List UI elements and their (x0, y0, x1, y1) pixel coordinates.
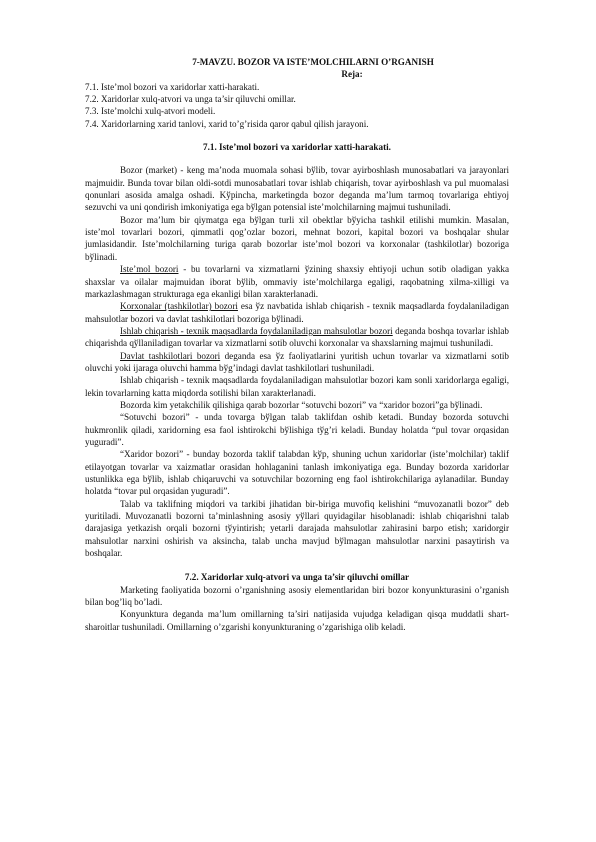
definition-text: deganda esa ўz faoliyatlarini yuritish uchun tovarlar va xizmatlarni sotib oluvchi yoki ijaraga oluvchi hamma bўg’indagi davlat tashkilotlari tushuniladi. (85, 350, 509, 373)
plan-label: Reja: (341, 69, 363, 80)
section-heading: 7.2. Xaridorlar xulq-atvori va unga ta’sir qiluvchi omillar (184, 572, 410, 583)
paragraph (85, 263, 509, 300)
paragraph: “Sotuvchi bozori” - unda tovarga bўlgan talab taklifdan oshib ketadi. Bunday bozorda sotuvchi hukmronlik qiladi, xaridorning esa faol ishtirokchi bўlishiga tўg’ri keladi. Bunday holatda “pul tovar orqasidan yuguradi”. (85, 412, 509, 447)
document-page (85, 56, 509, 633)
paragraph (85, 300, 509, 325)
plan-item: 7.1. Iste’mol bozori va xaridorlar xatti-harakati. (85, 81, 260, 92)
paragraph: Bozor (market) - keng ma’noda muomala sohasi bўlib, tovar ayirboshlash munosabatlari va jarayonlari majmuidir. Bunda tovar bilan oldi-sotdi munosabatlari tovar ishlab chiqarish, tovar ayirboshlash va pul muomalasi qonunlari asosida amalga oshadi. Kўpincha, marketingda bozor deganda ma’lum tarmoq tovarlariga ehtiyoj sezuvchi va uni qondirish imkoniyatiga ega bўlgan potensial iste’molchilarning majmui tushuniladi. (85, 165, 509, 213)
definition-text: deganda boshqa tovarlar ishlab chiqarishda qўllaniladigan tovarlar va xizmatlarni sotib oluvchi korxonalar va shaxslarning majmui tushuniladi. (85, 325, 509, 349)
paragraph: Marketing faoliyatida bozorni o’rganishning asosiy elementlaridan biri bozor konyunkturasini o’rganish bilan bog’liq bo’ladi. (85, 584, 509, 608)
plan-item: 7.3. Iste’molchi xulq-atvori modeli. (85, 106, 216, 117)
paragraph: “Xaridor bozori” - bunday bozorda taklif talabdan kўp, shuning uchun xaridorlar (iste’molchilar) taklif etilayotgan tovarlar va xaizmatlar orasidan hohlaganini tanlash imkoniyatiga ega. Bunday bozorda xaridorlar ustunlikka ega bўlib, ishlab chiqaruvchi va sotuvchilar bozorning eng faol ishtirokchilariga aylanadilar. Bunday holatda “tovar pul orqasidan yuguradi”. (85, 449, 509, 497)
document-title: 7-MAVZU. BOZOR VA ISTE’MOLCHILARNI O’RGANISH (192, 57, 434, 67)
defined-term: Davlat tashkilotlari bozori (120, 350, 221, 361)
plan-item: 7.2. Xaridorlar xulq-atvori va unga ta’sir qiluvchi omillar. (85, 94, 296, 105)
paragraph (85, 350, 509, 375)
plan-list (85, 81, 509, 130)
defined-term: Korxonalar (tashkilotlar) bozori (120, 301, 238, 312)
paragraph (85, 325, 509, 350)
defined-term: Ishlab chiqarish - texnik maqsadlarda foydalaniladigan mahsulotlar bozori (120, 325, 393, 336)
section-heading: 7.1. Iste’mol bozori va xaridorlar xatti-harakati. (203, 142, 391, 153)
defined-term: Iste’mol bozori (120, 264, 179, 275)
paragraph: Talab va taklifning miqdori va tarkibi jihatidan bir-biriga muvofiq kelishini “muvozanatli bozor” deb yuritiladi. Muvozanatli bozorni ta’minlashning asosiy yўllari quyidagilar hisoblanadi: ishlab chiqarishni talab darajasiga yetkazish orqali bozorni tўyintirish; yetarli darajada mahsulotlar zahirasini barpo etish; xaridorgir mahsulotlar narxini oshirish va aksincha, talab uncha mavjud bўlmagan mahsulotlar narxini pasaytirish va boshqalar. (85, 498, 509, 559)
paragraph: Ishlab chiqarish - texnik maqsadlarda foydalaniladigan mahsulotlar bozori kam sonli xaridorlarga egaligi, lekin tovarlarning katta miqdorda sotilishi bilan xarakterlanadi. (85, 375, 509, 398)
paragraph: Konyunktura deganda ma’lum omillarning ta’siri natijasida vujudga keladigan qisqa muddatli shart-sharoitlar tushuniladi. Omillarning o’zgarishi konyunkturaning o’zgarishiga olib keladi. (85, 609, 509, 632)
definition-text: esa ўz navbatida ishlab chiqarish - texnik maqsadlarda foydalaniladigan mahsulotlar bozori va davlat tashkilotlari bozoriga bўlinadi. (85, 301, 509, 324)
definition-text: - bu tovarlarni va xizmatlarni ўzining shaxsiy ehtiyoji uchun sotib oladigan yakka shaxslar va oilalar majmuidan iborat bўlib, ommaviy iste’molchilarga egaligi, raqobatning xilma-xilligi va markazlashmagan strukturaga ega ekanligi bilan xarakterlanadi. (85, 264, 509, 299)
plan-item: 7.4. Xaridorlarning xarid tanlovi, xarid to’g’risida qaror qabul qilish jarayoni. (85, 118, 369, 129)
paragraph: Bozor ma’lum bir qiymatga ega bўlgan turli xil obektlar bўyicha tashkil etilishi mumkin. Masalan, iste’mol tovarlari bozori, qimmatli qog’ozlar bozori, mehnat bozori, kapital bozori va boshqalar shular jumlasidandir. Iste’molchilarning turiga qarab bozorlar iste’mol bozori va korxonalar (tashkilotlar) bozoriga bўlinadi. (85, 214, 509, 262)
paragraph: Bozorda kim yetakchilik qilishiga qarab bozorlar “sotuvchi bozori” va “xaridor bozori”ga bўlinadi. (120, 399, 483, 410)
